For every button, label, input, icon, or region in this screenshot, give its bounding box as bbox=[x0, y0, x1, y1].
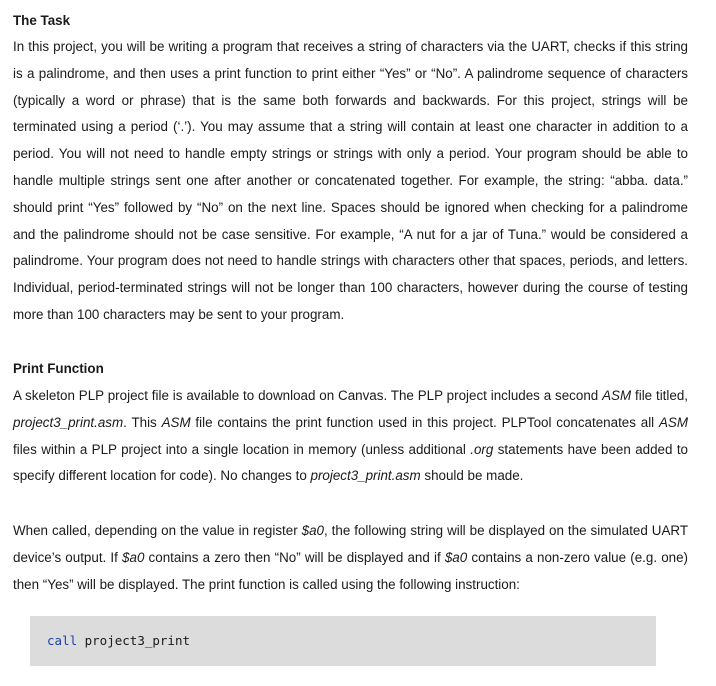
register-name: $a0 bbox=[301, 523, 324, 538]
text-run: should be made. bbox=[420, 468, 524, 484]
text-run: A skeleton PLP project file is available to download on Canvas. The PLP project includes a second bbox=[13, 388, 603, 403]
text-run: . This bbox=[123, 414, 162, 430]
asm-term: ASM bbox=[161, 414, 191, 430]
print-function-paragraph-1 bbox=[13, 383, 688, 490]
task-paragraph: In this project, you will be writing a program that receives a string of characters via the UART, checks if this string is a palindrome, and then uses a print function to print either “Yes” or “No”. A palindrome sequence of characters (typically a word or phrase) that is the same both forwards and backwards. For this project, strings will be terminated using a period (‘.’). You may assume that a string will contain at least one character in addition to a period. You will not need to handle empty strings or strings with only a period. Your program should be able to handle multiple strings sent one after another or concatenated together. For example, the string: “abba. data.” should print “Yes” followed by “No” on the next line. Spaces should be ignored when checking for a palindrome and the palindrome should not be case sensitive. For example, “A nut for a jar of Tuna.” would be considered a palindrome. Your program does not need to handle strings with characters other that spaces, periods, and letters. Individual, period-terminated strings will not be longer than 100 characters, however during the course of testing more than 100 characters may be sent to your program. bbox=[13, 39, 688, 322]
print-function-paragraph-2 bbox=[13, 518, 688, 598]
org-directive: .org bbox=[470, 441, 494, 457]
text-run: contains a non-zero value (e.g. one) then “Yes” will be displayed. The print function is called using the following instruction: bbox=[13, 549, 689, 592]
asm-term: ASM bbox=[602, 388, 632, 403]
code-argument: project3_print bbox=[77, 633, 190, 648]
asm-term: ASM bbox=[658, 414, 688, 430]
text-run: file contains the print function used in this project. PLPTool concatenates all bbox=[190, 414, 659, 430]
code-block bbox=[30, 616, 656, 666]
text-run: contains a zero then “No” will be displayed and if bbox=[144, 549, 445, 565]
filename: project3_print.asm bbox=[310, 468, 421, 484]
print-function-heading: Print Function bbox=[13, 361, 104, 376]
text-run: , the following string will be displayed on the simulated UART device’s output. If bbox=[13, 523, 689, 565]
text-run: When called, depending on the value in register bbox=[13, 523, 302, 538]
code-keyword: call bbox=[47, 633, 78, 648]
text-run: files within a PLP project into a single location in memory (unless additional bbox=[13, 441, 471, 457]
register-name: $a0 bbox=[122, 549, 145, 565]
text-run: file titled, bbox=[631, 388, 688, 403]
register-name: $a0 bbox=[444, 549, 468, 565]
task-heading: The Task bbox=[13, 13, 71, 28]
code-line bbox=[47, 632, 190, 650]
text-run: statements have been added to specify different location for code). No changes to bbox=[13, 441, 689, 484]
filename: project3_print.asm bbox=[13, 414, 124, 430]
